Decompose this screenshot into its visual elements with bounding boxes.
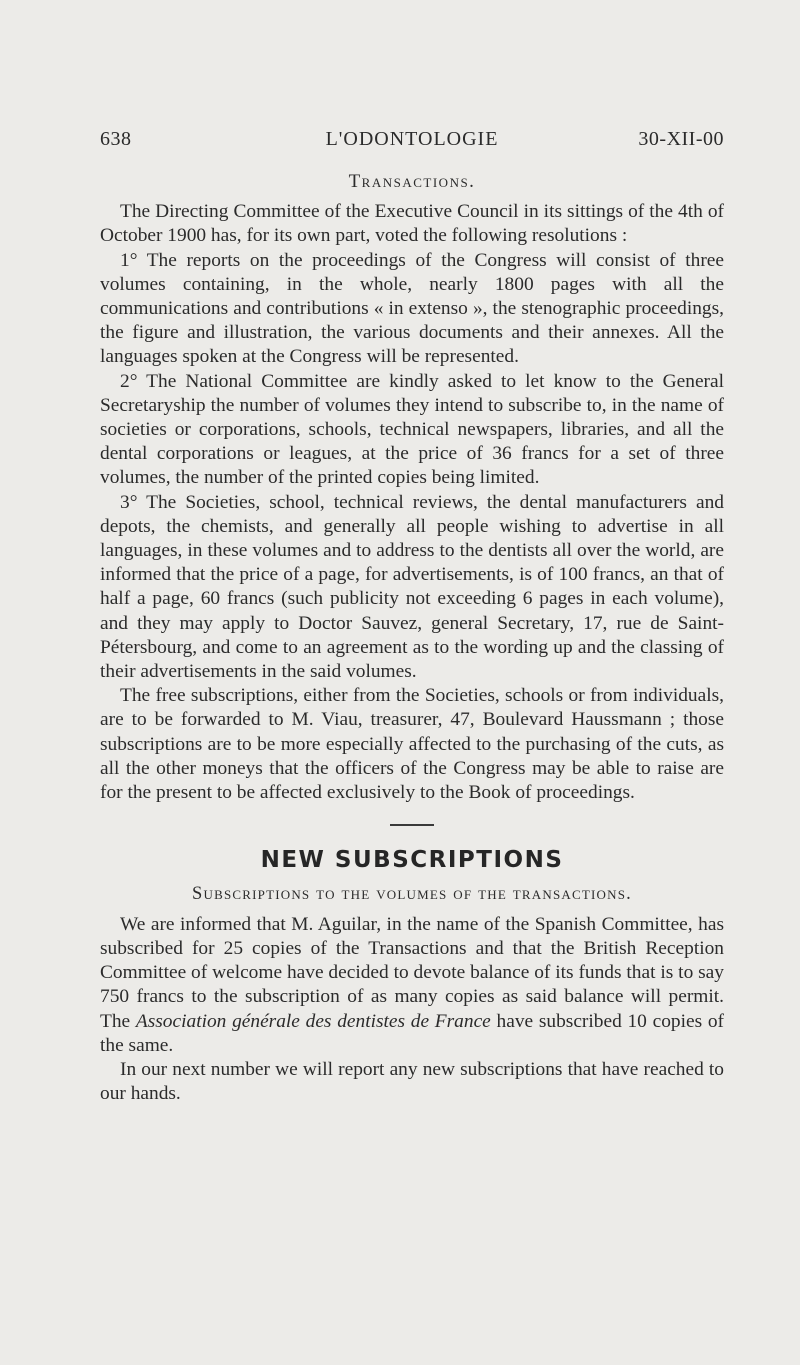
resolution-2: 2° The National Committee are kindly asked to let know to the General Secretaryship the number of volumes they intend to subscribe to, in the name of societies or corporations, schools, technical newspapers, libraries, and all the dental corporations or leagues, at the price of 36 francs for a set of three volumes, the number of the printed copies being limited.: [100, 370, 724, 489]
page-number: 638: [100, 128, 132, 150]
association-name: Association générale des dentistes de France: [135, 1010, 491, 1032]
running-header: [100, 128, 724, 154]
subscriptions-text-start: We are informed that M. Aguilar, in the name of the Spanish Committee, has subscribed for 25 copies of the Transactions and that the British Reception Committee of welcome have decided to devote balance of its funds that is to say 750 francs to the subscription of as many copies as said balance will permit. The: [100, 913, 724, 1032]
section-subheading: Subscriptions to the volumes of the transactions.: [192, 884, 632, 905]
subscriptions-paragraph: [100, 913, 724, 1058]
text-column: [100, 170, 724, 1106]
section-title: NEW SUBSCRIPTIONS: [260, 847, 564, 874]
subscriptions-text-end: have subscribed 10 copies of the same.: [100, 1010, 724, 1056]
journal-title: L'ODONTOLOGIE: [325, 128, 499, 150]
resolution-3: 3° The Societies, school, technical reviews, the dental manufacturers and depots, the chemists, and generally all people wishing to advertise in all languages, in these volumes and to address to the dentists all over the world, are informed that the price of a page, for advertisements, is of 100 francs, an that of half a page, 60 francs (such publicity not exceeding 6 pages in each volume), and they may apply to Doctor Sauvez, general Secretary, 17, rue de Saint-Pétersbourg, and come to an agreement as to the wording up and the classing of their advertisements in the said volumes.: [100, 491, 724, 683]
intro-paragraph: The Directing Committee of the Executive Council in its sittings of the 4th of October 1900 has, for its own part, voted the following resolutions :: [100, 201, 724, 247]
section-divider: [390, 824, 434, 826]
transactions-heading: Transactions.: [348, 171, 476, 192]
free-subscriptions-paragraph: The free subscriptions, either from the Societies, schools or from individuals, are to be forwarded to M. Viau, treasurer, 47, Boulevard Haussmann ; those subscriptions are to be more especially affected to the purchasing of the cuts, as all the other moneys that the officers of the Congress may be able to raise are for the present to be affected exclusively to the Book of proceedings.: [100, 685, 724, 804]
issue-date: 30-XII-00: [638, 128, 724, 150]
closing-paragraph: In our next number we will report any new subscriptions that have reached to our hands.: [100, 1058, 724, 1105]
resolution-1: 1° The reports on the proceedings of the Congress will consist of three volumes containing, in the whole, nearly 1800 pages with all the communications and contributions « in extenso », the stenographic proceedings, the figure and illustration, the various documents and their annexes. All the languages spoken at the Congress will be represented.: [100, 249, 724, 368]
